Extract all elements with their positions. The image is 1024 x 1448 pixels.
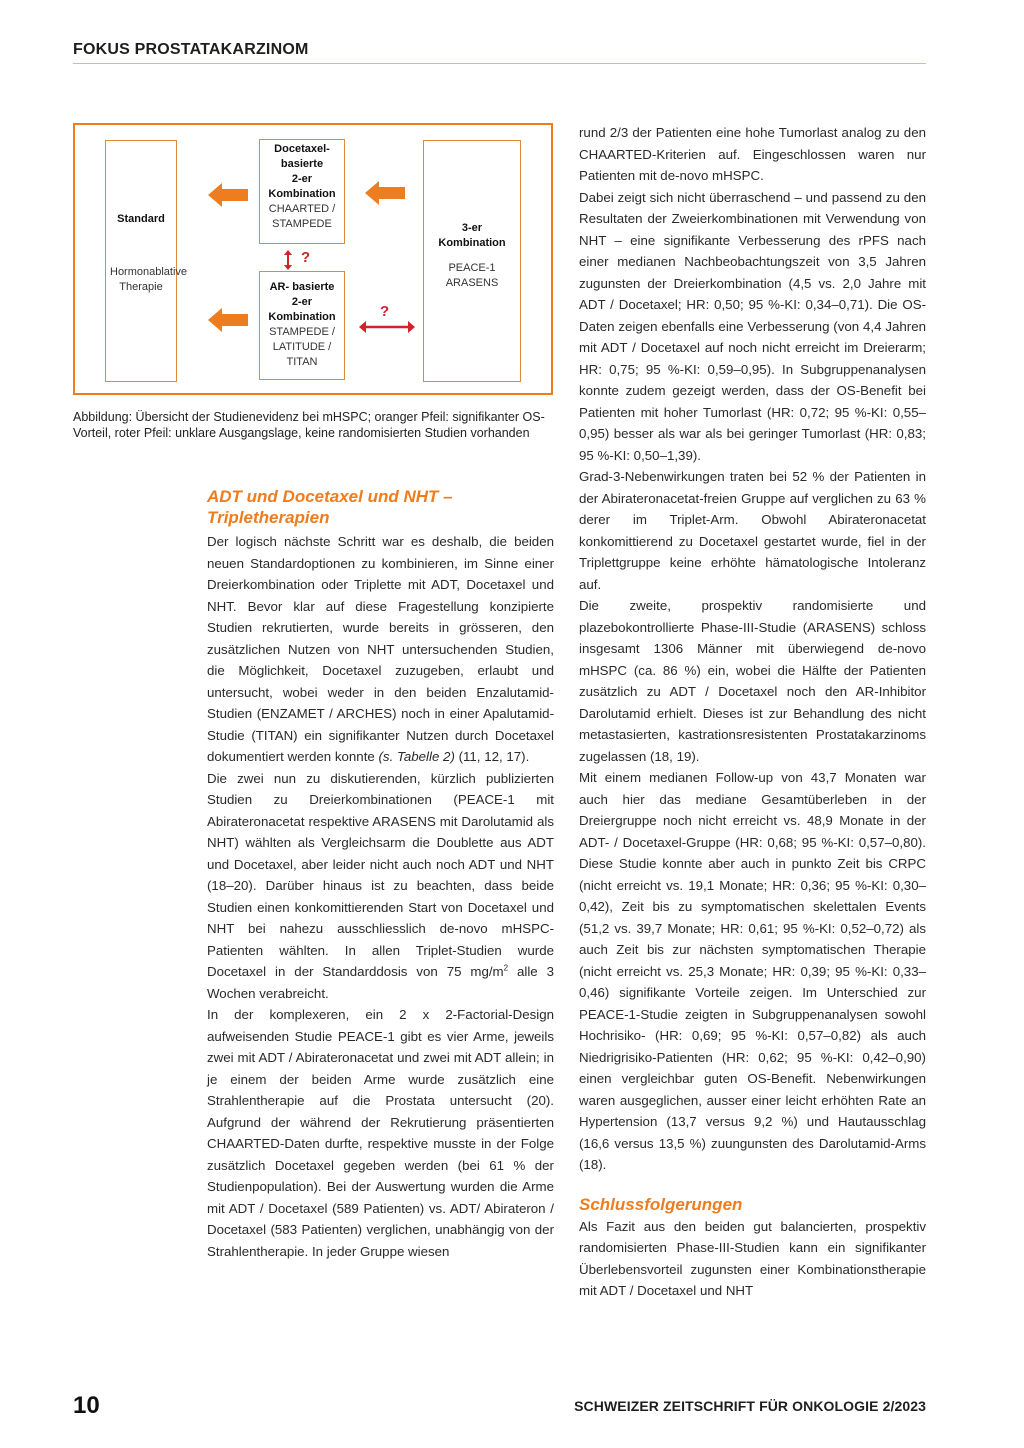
paragraph: Grad-3-Nebenwirkungen traten bei 52 % der Patienten in der Abirateronacetat-freien Gruppe auf verglichen zu 63 % derer im Triplet-Arm. Obwohl Abirateronacetat konkomittierend zu Docetaxel gestartet wurde, fiel in der Triplettgruppe keine erhöhte hämatologische Intoleranz auf.	[579, 469, 926, 592]
page-number: 10	[73, 1392, 100, 1419]
ar-l1: AR- basierte	[269, 281, 335, 293]
docetaxel-s2: STAMPEDE	[272, 218, 332, 230]
column-right	[579, 122, 926, 1302]
study-overview-figure	[73, 123, 553, 395]
orange-arrow-icon	[208, 308, 248, 332]
ar-s2: LATITUDE /	[272, 341, 332, 353]
figure-caption: Abbildung: Übersicht der Studienevidenz bei mHSPC; oranger Pfeil: signifikanter OS-Vorteil, roter Pfeil: unklare Ausgangslage, keine randomisierten Studien vorhanden	[73, 410, 545, 440]
paragraph: rund 2/3 der Patienten eine hohe Tumorlast analog zu den CHAARTED-Kriterien auf. Eingeschlossen waren nur Patienten mit de-novo mHSPC.	[579, 125, 926, 183]
triple-s2: ARASENS	[445, 277, 499, 289]
red-double-arrow-vertical-icon	[283, 250, 293, 270]
docetaxel-s1: CHAARTED /	[268, 203, 336, 215]
paragraph: Die zwei nun zu diskutierenden, kürzlich publizierten Studien zu Dreierkombinationen (PEACE-1 mit Abirateronacetat respektive ARASENS mit Darolutamid als NHT) wählten als Vergleichsarm die Doublette aus ADT und Docetaxel, aber leider nicht auch noch ADT und NHT (18–20). Darüber hinaus ist zu beachten, dass beide Studien einen konkomittierenden Start von Docetaxel und NHT bei nahezu ausschliesslich de-novo mHSPC-Patienten wählten. In allen Triplet-Studien wurde Docetaxel in der Standarddosis von 75 $mg/m^2$ alle 3 Wochen verabreicht.	[207, 770, 555, 1001]
paragraph: Der logisch nächste Schritt war es deshalb, die beiden neuen Standardoptionen zu kombinieren, im Sinne einer Dreierkombination oder Triplette mit ADT, Docetaxel und NHT. Bevor klar auf diese Fragestellung konzipierte Studien rekrutierten, wurde bereits in grösseren, den zusätzlichen Nutzen von NHT untersuchenden Studien, die Möglichkeit, Docetaxel zuzugeben, erlaubt und untersucht, wobei weder in den beiden Enzalutamid-Studien (ENZAMET / ARCHES) noch in einer Apalutamid-Studie (TITAN) ein signifikanter Nutzen durch Docetaxel dokumentiert werden konnte (s. Tabelle 2) (11, 12, 17).	[207, 534, 554, 764]
paragraph: Mit einem medianen Follow-up von 43,7 Monaten war auch hier das mediane Gesamtüberleben in der Dreiergruppe noch nicht erreicht vs. 48,9 Monate in der ADT- / Docetaxel-Gruppe (HR: 0,68; 95 %-KI: 0,57–0,80). Diese Studie konnte aber auch in punkto Zeit bis CRPC (nicht erreicht vs. 19,1 Monate; HR: 0,36; 95 %-KI: 0,30–0,42), Zeit bis zu symptomatischen skelettalen Events (51,2 vs. 39,7 Monate; HR: 0,61; 95 %-KI: 0,52–0,72) als auch Zeit bis zur nächsten symptomatischen Therapie (nicht erreicht vs. 25,3 Monate; HR: 0,39; 95 %-KI: 0,33–0,46) signifikante Vorteile zeigen. Im Unterschied zur PEACE-1-Studie zeigten in Subgruppenanalysen sowohl Hochrisiko- (HR: 0,69; 95 %-KI: 0,57–0,82) als auch Niedrigrisiko-Patienten (HR: 0,62; 95 %-KI: 0,42–0,90) einen vergleichbar guten OS-Benefit. Nebenwirkungen waren ausgeglichen, ausser einer leicht erhöhten Rate an Hypertension (13,7 versus 9,2 %) und Hautausschlag (16,6 versus 13,5 %) zuungunsten des Darolutamid-Arms (18).	[579, 770, 926, 1172]
standard-box	[105, 140, 188, 382]
section-heading: ADT und Docetaxel und NHT – Tripletherapien	[207, 487, 453, 527]
column-left	[207, 486, 554, 1262]
ar-s3: TITAN	[286, 356, 318, 368]
docetaxel-l1: Docetaxel-	[274, 143, 330, 155]
superscript: 2	[503, 963, 509, 973]
standard-title: Standard	[117, 213, 165, 225]
triple-l1: 3-er	[461, 222, 483, 234]
paragraph: Als Fazit aus den beiden gut balancierten, prospektiv randomisierten Phase-III-Studien kann ein signifikanter Überlebensvorteil zugunsten einer Kombinationstherapie mit ADT / Docetaxel und NHT	[579, 1218, 926, 1298]
paragraph: Die zweite, prospektiv randomisierte und plazebokontrollierte Phase-III-Studie (ARASENS) schloss insgesamt 1306 Männer mit überwiegend de-novo mHSPC (ca. 86 %) ein, wobei die Hälfte der Patienten zusätzlich zu ADT / Docetaxel noch den AR-Inhibitor Darolutamid erhielt. Dieses ist zur Behandlung des nicht metastasierten, kastrationsresistenten Prostatakarzinoms zugelassen (18, 19).	[579, 598, 926, 764]
section-heading: Schlussfolgerungen	[579, 1194, 743, 1214]
triple-s1: PEACE-1	[448, 262, 496, 274]
docetaxel-l3: 2-er	[291, 173, 313, 185]
orange-arrow-icon	[365, 181, 405, 205]
journal-name: SCHWEIZER ZEITSCHRIFT FÜR ONKOLOGIE 2/2023	[574, 1398, 926, 1414]
orange-arrow-icon	[208, 183, 248, 207]
docetaxel-l4: Kombination	[268, 188, 336, 200]
docetaxel-box	[259, 139, 345, 244]
ar-l3: Kombination	[268, 311, 336, 323]
triple-box	[423, 140, 521, 382]
paragraph: In der komplexeren, ein 2 x 2-Factorial-Design aufweisenden Studie PEACE-1 gibt es vier Arme, jeweils zwei mit ADT / Abirateronacetat und zwei mit ADT allein; in je einem der beiden Arme wurde zusätzlich eine Strahlentherapie auf die Prostata untersucht (20). Aufgrund der während der Rekrutierung präsentierten CHAARTED-Daten durfte, respektive musste in der Folge zusätzlich Docetaxel gegeben werden (bei 61 % der Studienpopulation). Bei der Auswertung wurden die Arme mit ADT / Docetaxel (589 Patienten) vs. ADT/ Abirateron / Docetaxel (583 Patienten) verglichen, unabhängig von der Strahlentherapie. In jeder Gruppe wiesen	[207, 1007, 554, 1259]
triple-l2: Kombination	[438, 237, 506, 249]
ar-l2: 2-er	[291, 296, 313, 308]
docetaxel-l2: basierte	[280, 158, 324, 170]
red-double-arrow-horizontal-icon	[359, 321, 415, 333]
header-divider	[73, 63, 926, 64]
paragraph: Dabei zeigt sich nicht überraschend – und passend zu den Resultaten der Zweierkombinationen mit Verwendung von NHT – eine signifikante Verbesserung des rPFS nach einer medianen Nachbeobachtungszeit von 3,5 Jahren zugunsten der Dreierkombination (4,5 vs. 2,0 Jahre mit ADT / Docetaxel; HR: 0,50; 95 %-KI: 0,34–0,71). Die OS-Daten zeigen ebenfalls eine Verbesserung (von 4,4 Jahren mit ADT / Docetaxel auf noch nicht erreicht im Dreierarm; HR: 0,75; 95 %-KI: 0,59–0,95). In Subgruppenanalysen konnte zudem gezeigt werden, dass der OS-Benefit bei Patienten mit hoher Tumorlast (HR: 0,72; 95 %-KI: 0,55–0,95) besser als war als bei geringer Tumorlast (HR: 0,83; 95 %-KI: 0,50–1,39).	[579, 189, 926, 463]
question-mark: ?	[301, 249, 311, 266]
standard-sub: Hormonablative Therapie	[110, 266, 188, 293]
ar-s1: STAMPEDE /	[269, 326, 335, 338]
section-header: FOKUS PROSTATAKARZINOM	[73, 41, 309, 58]
table-reference: (s. Tabelle 2)	[378, 749, 455, 764]
ar-box	[259, 271, 345, 380]
question-mark: ?	[380, 303, 390, 320]
